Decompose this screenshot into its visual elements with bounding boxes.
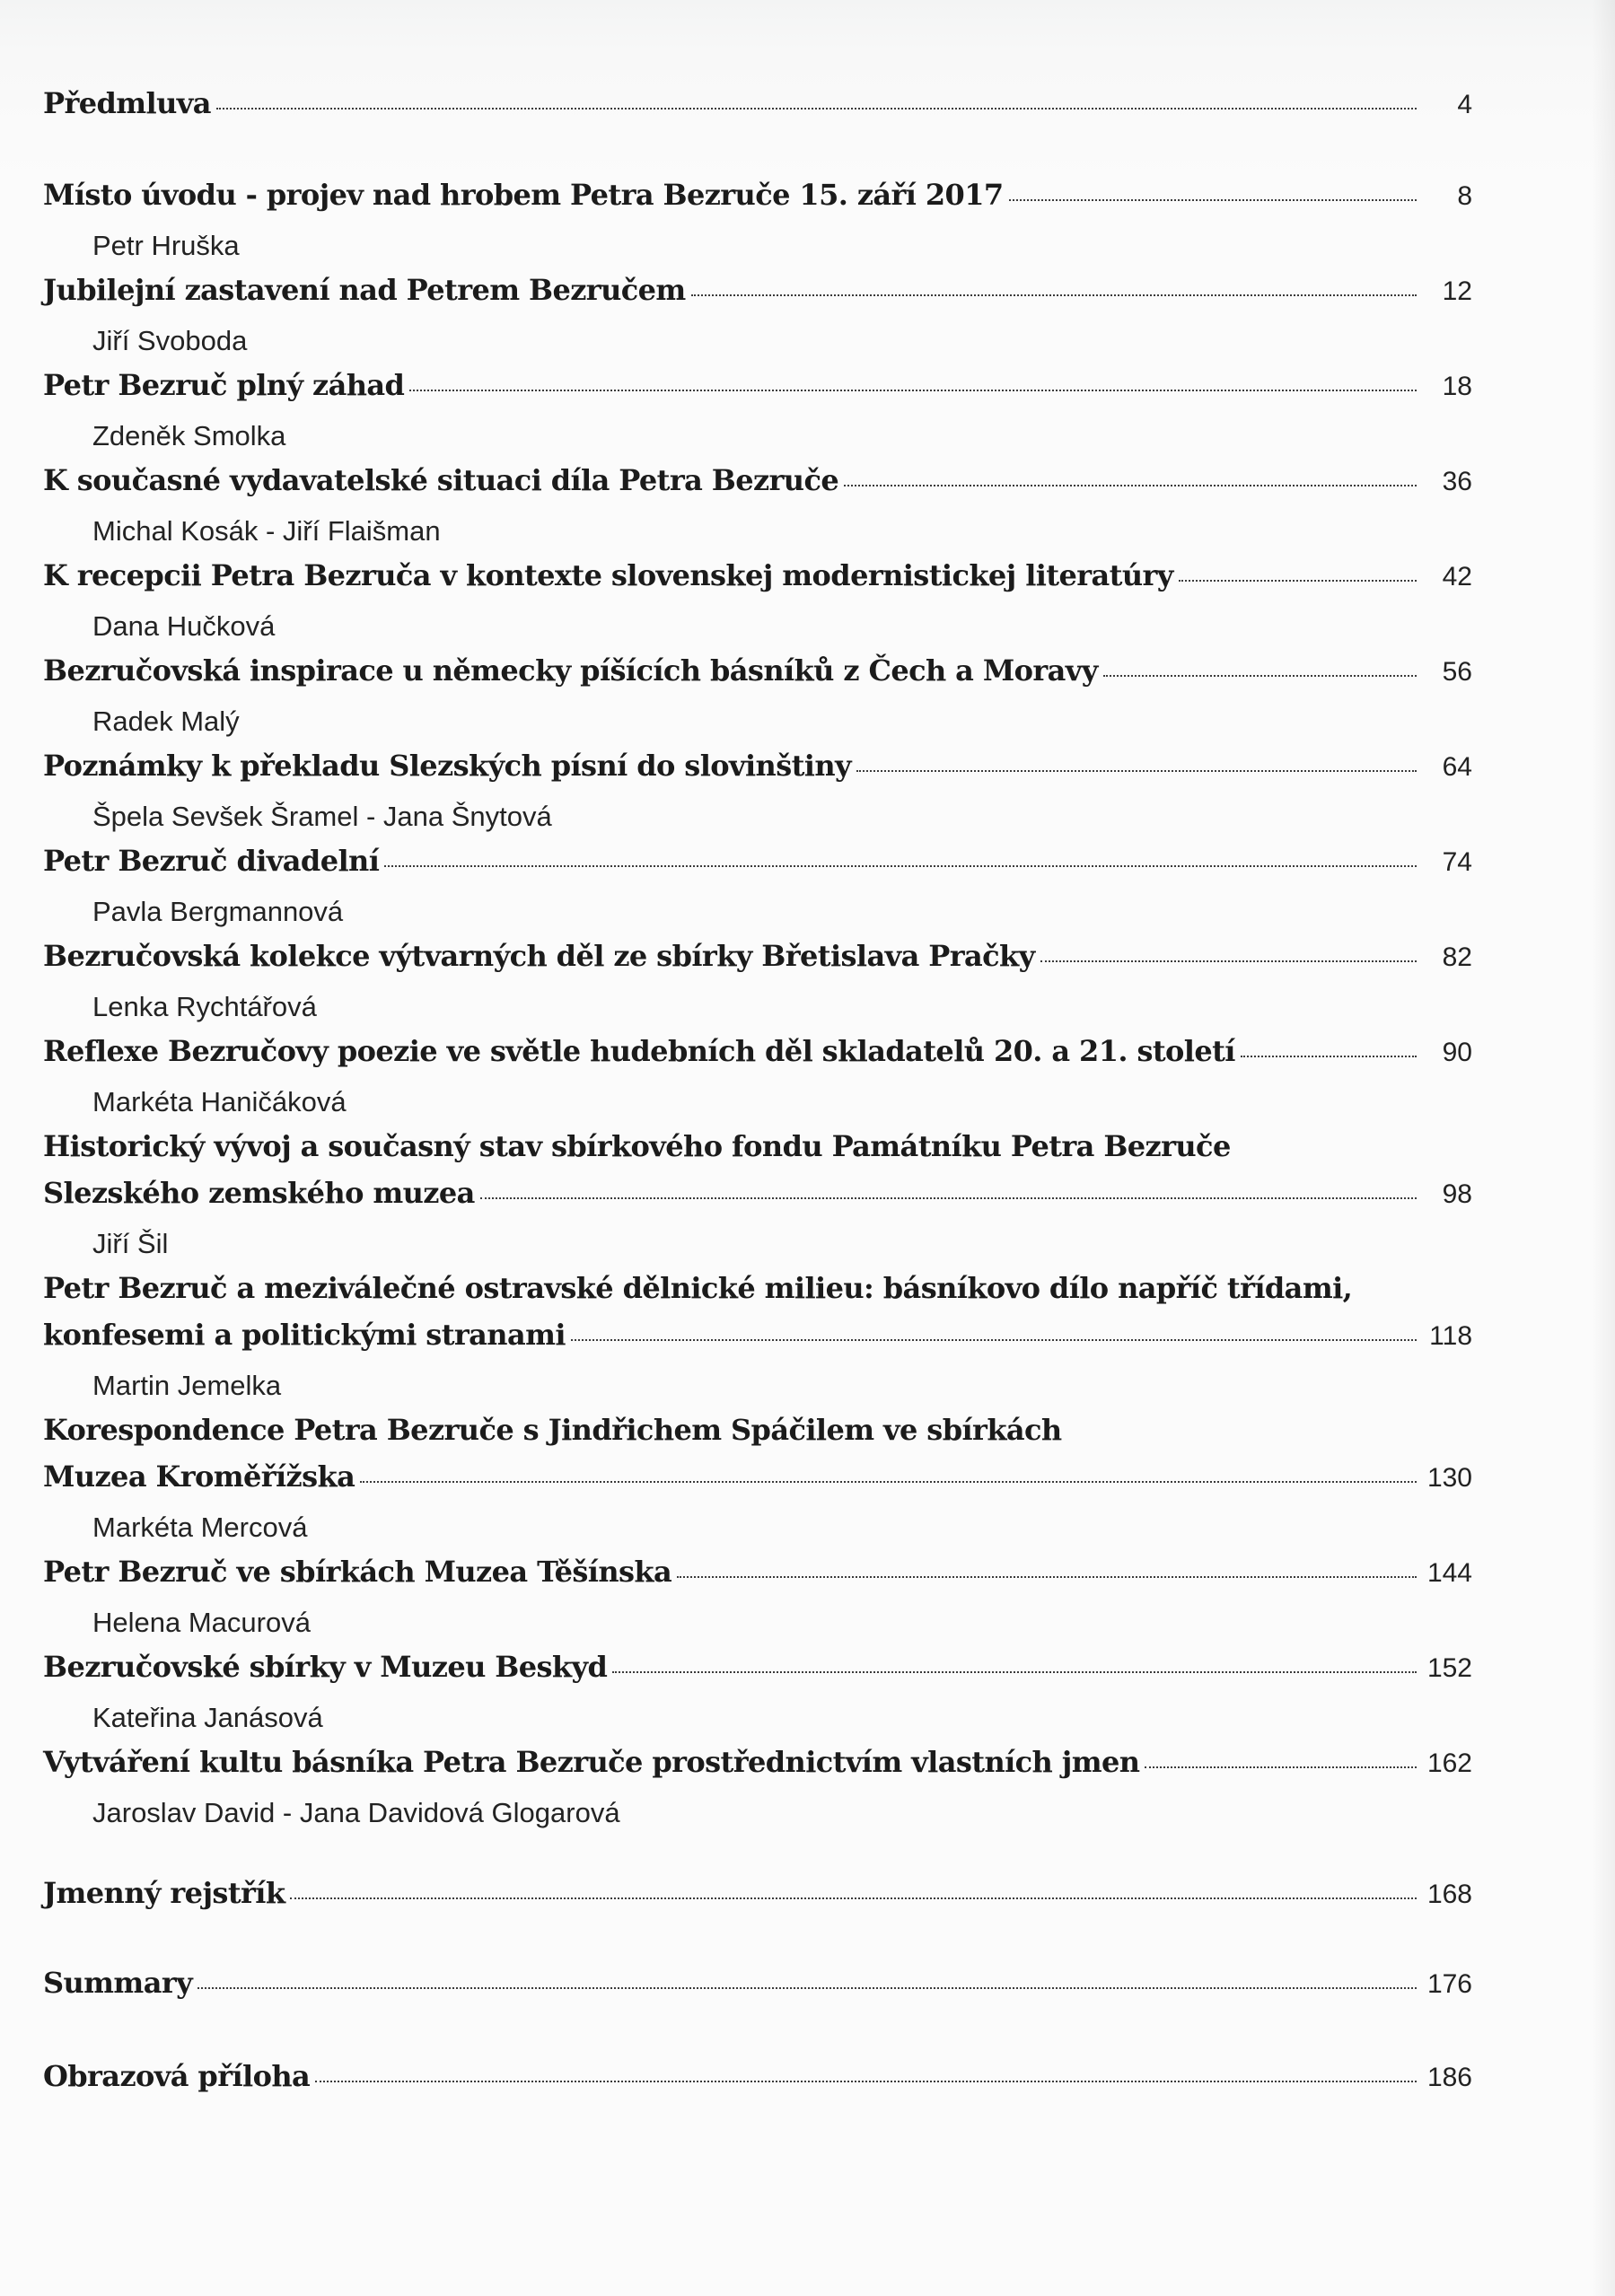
entry-author: Markéta Mercová <box>92 1512 308 1543</box>
entry-title: Reflexe Bezručovy poezie ve světle hudebních děl skladatelů 20. a 21. století <box>43 1034 1235 1068</box>
toc-entry <box>43 1555 1472 1650</box>
entry-author: Michal Kosák - Jiří Flaišman <box>92 515 441 547</box>
toc-entry <box>43 178 1472 273</box>
page-number: 82 <box>1442 942 1472 972</box>
toc-entry <box>43 273 1472 368</box>
dot-leader <box>1145 1766 1417 1768</box>
entry-title: Vytváření kultu básníka Petra Bezruče prostřednictvím vlastních jmen <box>43 1745 1140 1779</box>
page-number: 186 <box>1426 2063 1472 2092</box>
dot-leader <box>1103 675 1417 677</box>
dot-leader <box>290 1897 1417 1899</box>
entry-author: Zdeněk Smolka <box>92 420 286 451</box>
page-number: 18 <box>1442 372 1472 401</box>
entry-title: Jubilejní zastavení nad Petrem Bezručem <box>43 273 686 307</box>
section-gap <box>43 1923 1472 1966</box>
entry-author: Jiří Svoboda <box>92 325 248 356</box>
page-number: 98 <box>1442 1179 1472 1209</box>
dot-leader <box>856 770 1417 772</box>
page-number: 36 <box>1442 467 1472 496</box>
toc-entry-summary <box>43 1966 1472 2012</box>
page-number: 8 <box>1457 181 1472 211</box>
page-number: 56 <box>1442 657 1472 687</box>
entry-title: K recepcii Petra Bezruča v kontexte slovenskej modernistickej literatúry <box>43 558 1173 592</box>
dot-leader <box>1179 580 1417 582</box>
entry-title: konfesemi a politickými stranami <box>43 1318 566 1352</box>
entry-title-line-1: Petr Bezruč a meziválečné ostravské dělnické milieu: básníkovo dílo napříč třídami, <box>43 1271 1353 1305</box>
entry-title: Muzea Kroměřížska <box>43 1459 355 1494</box>
toc-entry <box>43 749 1472 844</box>
dot-leader <box>571 1339 1417 1341</box>
page-number: 12 <box>1442 276 1472 306</box>
section-gap <box>43 131 1472 178</box>
toc-entry <box>43 939 1472 1034</box>
dot-leader <box>691 294 1417 296</box>
entry-author: Radek Malý <box>92 705 240 737</box>
dot-leader <box>409 390 1417 391</box>
entry-title-line-1: Korespondence Petra Bezruče s Jindřichem Spáčilem ve sbírkách <box>43 1413 1062 1447</box>
entry-author: Jaroslav David - Jana Davidová Glogarová <box>92 1797 620 1828</box>
entry-title: Místo úvodu - projev nad hrobem Petra Bezruče 15. září 2017 <box>43 178 1004 212</box>
page-number: 176 <box>1426 1969 1472 1999</box>
dot-leader <box>677 1576 1417 1578</box>
page-number: 64 <box>1442 752 1472 782</box>
toc-entry <box>43 463 1472 558</box>
entry-author: Petr Hruška <box>92 230 240 261</box>
entry-author: Jiří Šil <box>92 1228 169 1259</box>
entry-title: Slezského zemského muzea <box>43 1176 475 1210</box>
page-edge-shadow <box>1592 0 1615 2296</box>
section-gap <box>43 2012 1472 2059</box>
toc-entry-foreword <box>43 86 1472 131</box>
entry-title: Summary <box>43 1966 193 2000</box>
entry-author: Markéta Haničáková <box>92 1086 347 1117</box>
page-number: 152 <box>1426 1653 1472 1683</box>
page-number: 118 <box>1429 1321 1472 1351</box>
entry-title: Bezručovské sbírky v Muzeu Beskyd <box>43 1650 608 1684</box>
dot-leader <box>1241 1056 1417 1057</box>
dot-leader <box>480 1197 1417 1199</box>
entry-author: Martin Jemelka <box>92 1370 282 1401</box>
entry-title: Petr Bezruč ve sbírkách Muzea Těšínska <box>43 1555 672 1589</box>
entry-author: Kateřina Janásová <box>92 1702 323 1733</box>
toc-entry <box>43 1650 1472 1745</box>
entry-author: Lenka Rychtářová <box>92 991 317 1022</box>
page-number: 162 <box>1426 1748 1472 1778</box>
entry-title: Bezručovská inspirace u německy píšících básníků z Čech a Moravy <box>43 653 1098 688</box>
entry-author: Pavla Bergmannová <box>92 896 344 927</box>
toc-entry <box>43 1413 1472 1555</box>
page-number: 130 <box>1426 1463 1472 1493</box>
entry-author: Špela Sevšek Šramel - Jana Šnytová <box>92 801 552 832</box>
entry-author: Helena Macurová <box>92 1607 311 1638</box>
entry-author: Dana Hučková <box>92 610 276 642</box>
entry-title: Jmenný rejstřík <box>43 1876 285 1910</box>
toc-entry <box>43 1271 1472 1413</box>
entry-title: Předmluva <box>43 86 211 120</box>
toc-entry <box>43 844 1472 939</box>
page-number: 90 <box>1442 1038 1472 1067</box>
entry-title: Petr Bezruč divadelní <box>43 844 380 878</box>
dot-leader <box>612 1671 1417 1673</box>
dot-leader <box>360 1481 1417 1483</box>
toc-entry <box>43 558 1472 653</box>
entry-title: K současné vydavatelské situaci díla Petra Bezruče <box>43 463 839 497</box>
section-gap <box>43 1840 1472 1876</box>
page-number: 42 <box>1442 562 1472 592</box>
dot-leader <box>216 108 1417 110</box>
page-number: 74 <box>1442 847 1472 877</box>
page-number: 4 <box>1457 90 1472 119</box>
toc-entry <box>43 368 1472 463</box>
entry-title: Bezručovská kolekce výtvarných děl ze sbírky Břetislava Pračky <box>43 939 1035 973</box>
page-number: 168 <box>1426 1880 1472 1909</box>
entry-title-line-1: Historický vývoj a současný stav sbírkového fondu Památníku Petra Bezruče <box>43 1129 1231 1163</box>
dot-leader <box>844 485 1417 486</box>
dot-leader <box>1040 960 1417 962</box>
dot-leader <box>197 1987 1417 1989</box>
toc-entry <box>43 653 1472 749</box>
toc-entry <box>43 1129 1472 1271</box>
entry-title: Petr Bezruč plný záhad <box>43 368 405 402</box>
dot-leader <box>1009 199 1417 201</box>
page-number: 144 <box>1426 1558 1472 1588</box>
dot-leader <box>384 865 1417 867</box>
toc-entry <box>43 1745 1472 1840</box>
entry-title: Obrazová příloha <box>43 2059 311 2093</box>
toc-entry-image-appendix <box>43 2059 1472 2106</box>
table-of-contents <box>43 86 1472 2106</box>
entry-title: Poznámky k překladu Slezských písní do slovinštiny <box>43 749 852 783</box>
toc-entry-name-index <box>43 1876 1472 1923</box>
toc-entry <box>43 1034 1472 1129</box>
dot-leader <box>315 2081 1417 2082</box>
